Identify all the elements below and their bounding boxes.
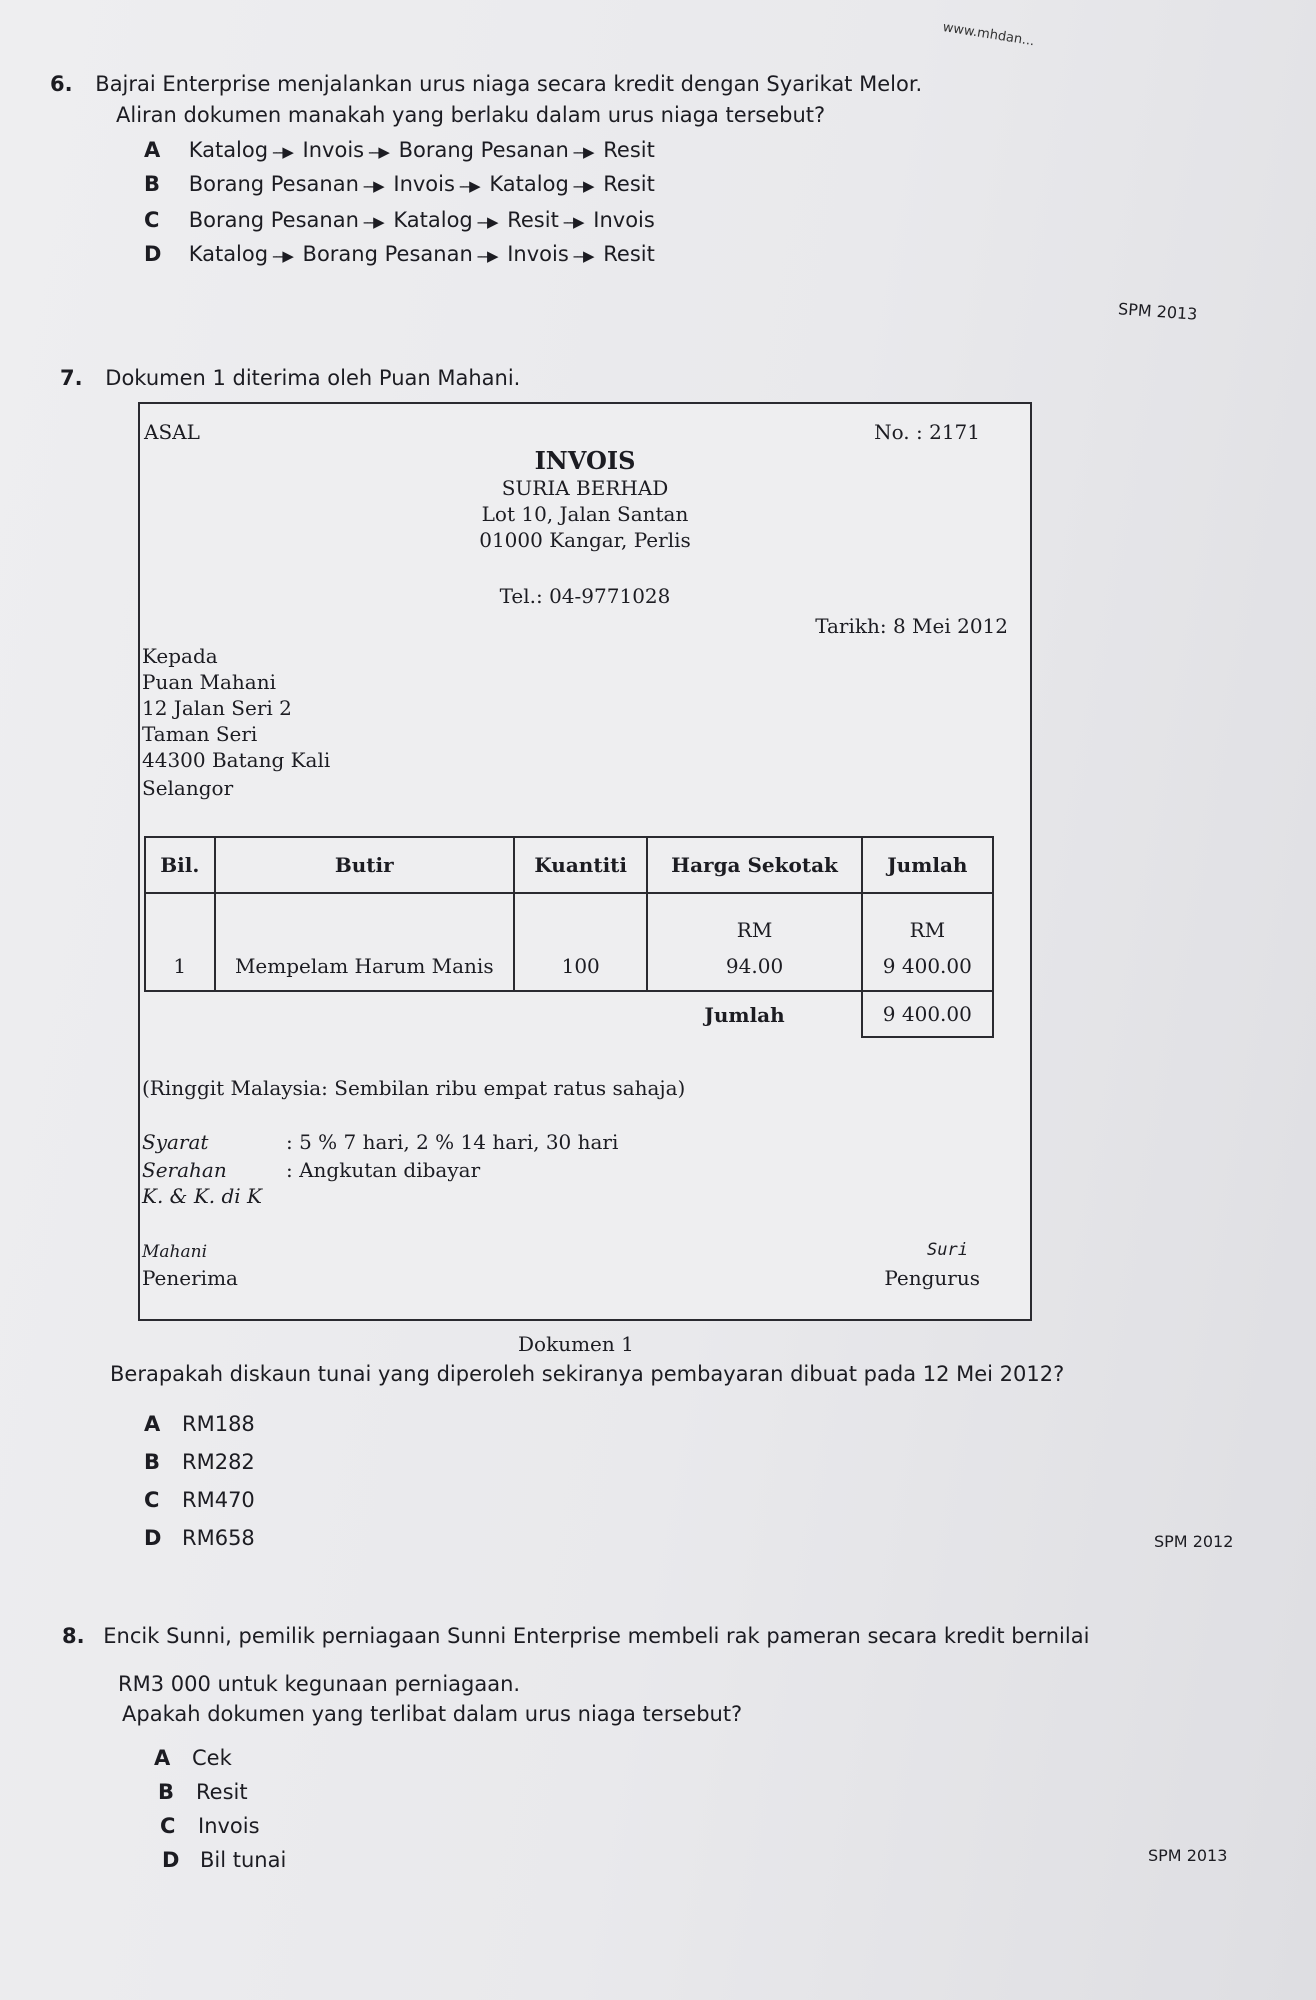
cell-kuantiti: 100 bbox=[514, 942, 647, 991]
invoice-number: No. : 2171 bbox=[874, 420, 980, 444]
q7-number: 7. bbox=[60, 366, 83, 390]
q8-option-d[interactable]: D Bil tunai bbox=[162, 1848, 287, 1872]
arrow-icon: ---▶ bbox=[572, 177, 593, 195]
invoice-table bbox=[144, 836, 994, 1038]
unit-rm: RM bbox=[862, 893, 993, 942]
table-row bbox=[145, 942, 993, 991]
col-header-jumlah: Jumlah bbox=[862, 837, 993, 893]
amount-in-words: (Ringgit Malaysia: Sembilan ribu empat ratus sahaja) bbox=[142, 1076, 686, 1100]
arrow-icon: ---▶ bbox=[272, 247, 292, 265]
recipient-line: Taman Seri bbox=[142, 722, 258, 746]
company-address2: 01000 Kangar, Perlis bbox=[479, 528, 691, 552]
arrow-icon: ---▶ bbox=[476, 213, 497, 231]
q7-option-d[interactable]: D RM658 bbox=[144, 1526, 255, 1550]
arrow-icon: ---▶ bbox=[572, 143, 593, 161]
table-unit-row bbox=[145, 893, 993, 942]
q8-text-line1: Encik Sunni, pemilik perniagaan Sunni Enterprise membeli rak pameran secara kredit bernilai bbox=[103, 1624, 1090, 1648]
q8-text-line3: Apakah dokumen yang terlibat dalam urus niaga tersebut? bbox=[122, 1702, 743, 1726]
cell-jumlah: 9 400.00 bbox=[862, 942, 993, 991]
invoice-copy-label: ASAL bbox=[144, 420, 200, 444]
recipient-line: 44300 Batang Kali bbox=[142, 748, 331, 772]
document-caption: Dokumen 1 bbox=[518, 1332, 634, 1356]
table-total-row bbox=[145, 991, 993, 1037]
errors-omissions-note: K. & K. di K bbox=[142, 1184, 262, 1208]
q8-number: 8. bbox=[62, 1624, 85, 1648]
q7-question: Berapakah diskaun tunai yang diperoleh sekiranya pembayaran dibuat pada 12 Mei 2012? bbox=[110, 1362, 1065, 1386]
arrow-icon: ---▶ bbox=[272, 143, 292, 161]
q8-line1 bbox=[62, 1624, 1089, 1648]
q7-option-b[interactable]: B RM282 bbox=[144, 1450, 255, 1474]
q6-text-line1: Bajrai Enterprise menjalankan urus niaga secara kredit dengan Syarikat Melor. bbox=[95, 72, 923, 96]
q7-option-a[interactable]: A RM188 bbox=[144, 1412, 255, 1436]
invoice-date: Tarikh: 8 Mei 2012 bbox=[815, 614, 1008, 638]
q6-option-b[interactable]: B Borang Pesanan ---▶ Invois ---▶ Katalog ---▶ Resit bbox=[144, 172, 655, 196]
manager-signature: Suri bbox=[927, 1240, 968, 1260]
arrow-icon: ---▶ bbox=[572, 247, 593, 265]
arrow-icon: ---▶ bbox=[362, 213, 383, 231]
unit-rm: RM bbox=[647, 893, 861, 942]
table-header-row bbox=[145, 837, 993, 893]
total-label: Jumlah bbox=[145, 991, 862, 1037]
receiver-label: Penerima bbox=[142, 1266, 238, 1290]
q6-option-a[interactable]: A Katalog ---▶ Invois ---▶ Borang Pesanan ---▶ Resit bbox=[144, 138, 655, 162]
recipient-line: Puan Mahani bbox=[142, 670, 276, 694]
q7-source: SPM 2012 bbox=[1154, 1532, 1234, 1551]
q6-line1 bbox=[50, 72, 922, 96]
manager-label: Pengurus bbox=[884, 1266, 980, 1290]
delivery-value: : Angkutan dibayar bbox=[286, 1158, 481, 1182]
cell-harga: 94.00 bbox=[647, 942, 861, 991]
q6-source: SPM 2013 bbox=[1117, 299, 1198, 324]
receiver-signature: Mahani bbox=[142, 1242, 208, 1262]
cell-bil: 1 bbox=[145, 942, 215, 991]
q8-option-a[interactable]: A Cek bbox=[154, 1746, 232, 1770]
q6-number: 6. bbox=[50, 72, 73, 96]
col-header-harga: Harga Sekotak bbox=[647, 837, 861, 893]
recipient-line: Selangor bbox=[142, 776, 234, 800]
q7-option-c[interactable]: C RM470 bbox=[144, 1488, 255, 1512]
invoice-document bbox=[138, 402, 1032, 1321]
recipient-line: 12 Jalan Seri 2 bbox=[142, 696, 292, 720]
q8-text-line2: RM3 000 untuk kegunaan perniagaan. bbox=[118, 1672, 521, 1696]
arrow-icon: ---▶ bbox=[458, 177, 479, 195]
q8-option-c[interactable]: C Invois bbox=[160, 1814, 260, 1838]
q6-text-line2: Aliran dokumen manakah yang berlaku dalam urus niaga tersebut? bbox=[116, 103, 826, 127]
total-value: 9 400.00 bbox=[862, 991, 993, 1037]
q6-option-c[interactable]: C Borang Pesanan ---▶ Katalog ---▶ Resit ---▶ Invois bbox=[144, 208, 655, 232]
company-address1: Lot 10, Jalan Santan bbox=[481, 502, 689, 526]
col-header-bil: Bil. bbox=[145, 837, 215, 893]
terms-value: : 5 % 7 hari, 2 % 14 hari, 30 hari bbox=[286, 1130, 619, 1154]
recipient-label: Kepada bbox=[142, 644, 218, 668]
col-header-kuantiti: Kuantiti bbox=[514, 837, 647, 893]
arrow-icon: ---▶ bbox=[476, 247, 497, 265]
delivery-label: Serahan bbox=[142, 1158, 227, 1182]
col-header-butir: Butir bbox=[215, 837, 514, 893]
q8-option-b[interactable]: B Resit bbox=[158, 1780, 248, 1804]
arrow-icon: ---▶ bbox=[562, 213, 583, 231]
arrow-icon: ---▶ bbox=[368, 143, 388, 161]
arrow-icon: ---▶ bbox=[362, 177, 383, 195]
q6-option-d[interactable]: D Katalog ---▶ Borang Pesanan ---▶ Invois ---▶ Resit bbox=[144, 242, 655, 266]
invoice-title: INVOIS bbox=[534, 446, 636, 475]
company-name: SURIA BERHAD bbox=[501, 476, 669, 500]
company-tel: Tel.: 04-9771028 bbox=[499, 584, 671, 608]
q8-source: SPM 2013 bbox=[1148, 1846, 1228, 1865]
website-url: www.mhdan... bbox=[941, 20, 1036, 50]
q7-line bbox=[60, 366, 520, 390]
cell-butir: Mempelam Harum Manis bbox=[215, 942, 514, 991]
q7-intro: Dokumen 1 diterima oleh Puan Mahani. bbox=[105, 366, 521, 390]
terms-label: Syarat bbox=[142, 1130, 209, 1154]
